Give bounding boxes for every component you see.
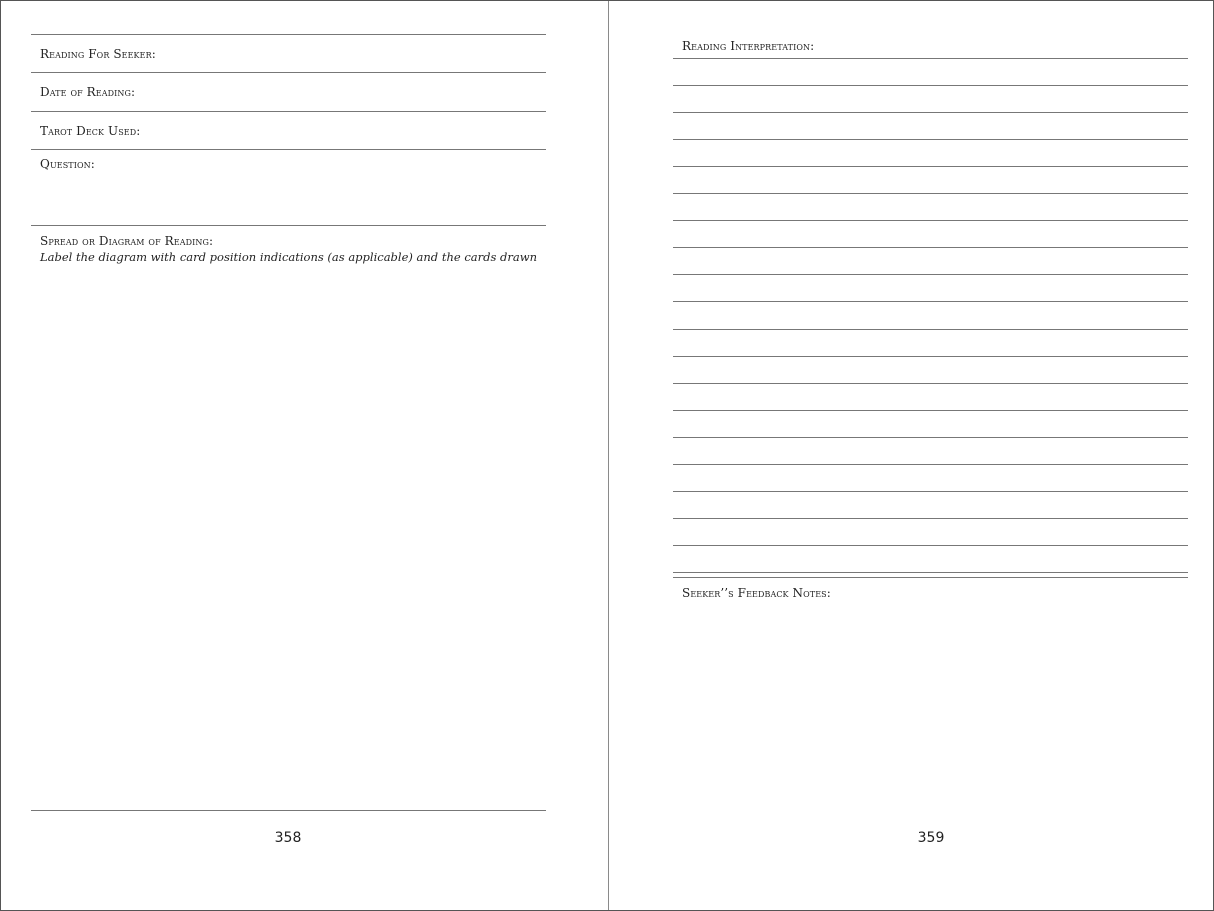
top-rule xyxy=(31,34,546,35)
right-page xyxy=(609,1,1213,910)
writing-line xyxy=(673,139,1188,140)
field-rule xyxy=(31,72,546,73)
writing-line xyxy=(673,247,1188,248)
writing-line xyxy=(673,383,1188,384)
writing-line xyxy=(673,301,1188,302)
writing-line xyxy=(673,518,1188,519)
writing-line xyxy=(673,356,1188,357)
tarot-deck-used-label: Tarot Deck Used: xyxy=(40,124,141,138)
page-number: 359 xyxy=(917,830,945,846)
writing-line xyxy=(673,329,1188,330)
bottom-rule xyxy=(31,810,546,811)
spread-instruction: Label the diagram with card position indications (as applicable) and the cards drawn xyxy=(40,250,537,264)
writing-line xyxy=(673,58,1188,59)
reading-for-seeker-label: Reading For Seeker: xyxy=(40,47,156,61)
writing-line xyxy=(673,193,1188,194)
spread-diagram-label: Spread or Diagram of Reading: xyxy=(40,234,214,248)
field-rule xyxy=(31,111,546,112)
reading-interpretation-label: Reading Interpretation: xyxy=(682,39,815,53)
writing-line xyxy=(673,437,1188,438)
field-rule xyxy=(31,149,546,150)
writing-line xyxy=(673,85,1188,86)
writing-line xyxy=(673,545,1188,546)
writing-line xyxy=(673,491,1188,492)
feedback-notes-label: Seeker’’s Feedback Notes: xyxy=(682,586,831,600)
question-label: Question: xyxy=(40,157,95,171)
writing-line xyxy=(673,112,1188,113)
writing-line xyxy=(673,166,1188,167)
writing-line xyxy=(673,220,1188,221)
left-page xyxy=(1,1,608,910)
field-rule xyxy=(31,225,546,226)
writing-line xyxy=(673,572,1188,573)
page-number: 358 xyxy=(274,830,302,846)
date-of-reading-label: Date of Reading: xyxy=(40,85,136,99)
writing-line xyxy=(673,464,1188,465)
section-divider xyxy=(673,577,1188,578)
writing-line xyxy=(673,410,1188,411)
writing-line xyxy=(673,274,1188,275)
interpretation-lines xyxy=(609,1,1213,601)
